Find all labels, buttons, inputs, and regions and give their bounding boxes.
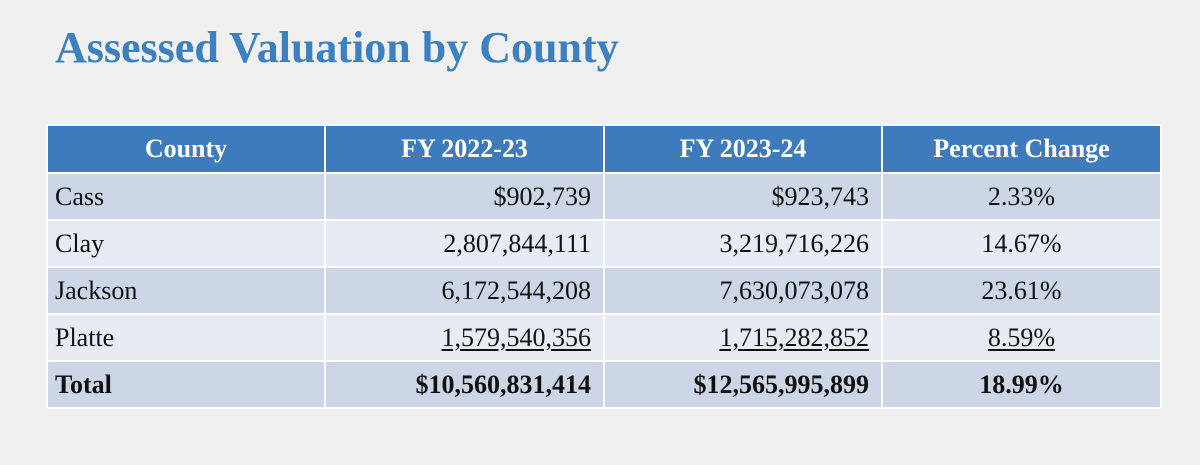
- total-fy2223: $10,560,831,414: [325, 361, 604, 408]
- county-cell: Jackson: [47, 267, 325, 314]
- percent-change-cell: 23.61%: [882, 267, 1161, 314]
- fy2223-cell: 6,172,544,208: [325, 267, 604, 314]
- fy2324-cell: 7,630,073,078: [604, 267, 882, 314]
- page-title: Assessed Valuation by County: [55, 23, 619, 72]
- table-row: [47, 173, 1161, 220]
- table-row: [47, 220, 1161, 267]
- percent-change-cell: 14.67%: [882, 220, 1161, 267]
- fy2324-cell: [604, 314, 882, 361]
- percent-change-cell: 2.33%: [882, 173, 1161, 220]
- header-fy-2022-23: FY 2022-23: [325, 125, 604, 173]
- percent-change-value: 8.59%: [987, 322, 1056, 352]
- fy2223-cell: [325, 314, 604, 361]
- table-row: [47, 267, 1161, 314]
- fy2324-cell: 3,219,716,226: [604, 220, 882, 267]
- fy2223-cell: 2,807,844,111: [325, 220, 604, 267]
- total-label: Total: [47, 361, 325, 408]
- total-percent-change: 18.99%: [882, 361, 1161, 408]
- table-header-row: [47, 125, 1161, 173]
- total-row: [47, 361, 1161, 408]
- header-fy-2023-24: FY 2023-24: [604, 125, 882, 173]
- total-fy2324: $12,565,995,899: [604, 361, 882, 408]
- fy2324-cell: $923,743: [604, 173, 882, 220]
- percent-change-cell: [882, 314, 1161, 361]
- table-row: [47, 314, 1161, 361]
- county-cell: Clay: [47, 220, 325, 267]
- fy2223-cell: $902,739: [325, 173, 604, 220]
- fy2223-value: 1,579,540,356: [441, 322, 591, 352]
- county-cell: Platte: [47, 314, 325, 361]
- valuation-table: [46, 124, 1162, 409]
- header-percent-change: Percent Change: [882, 125, 1161, 173]
- fy2324-value: 1,715,282,852: [719, 322, 869, 352]
- county-cell: Cass: [47, 173, 325, 220]
- header-county: County: [47, 125, 325, 173]
